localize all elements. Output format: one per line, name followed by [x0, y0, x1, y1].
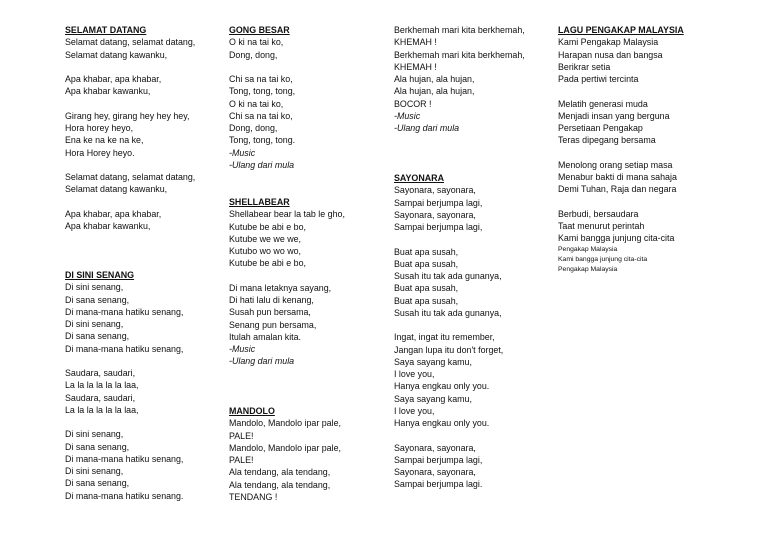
- lyric-line: [394, 429, 503, 441]
- lyric-line: Berikrar setia: [558, 61, 611, 72]
- lyric-line: [65, 159, 195, 171]
- lyric-line: KHEMAH !: [394, 37, 437, 48]
- lyric-line: [65, 196, 195, 208]
- lyric-line: Kami Pengakap Malaysia: [558, 37, 659, 48]
- lyric-line: Ala tendang, ala tendang,: [229, 467, 331, 478]
- lyric-line: PALE!: [229, 430, 254, 441]
- lyric-line: [394, 319, 503, 331]
- lyric-line: Ala hujan, ala hujan,: [394, 86, 475, 97]
- song-title: SHELLABEAR: [229, 197, 290, 207]
- lyric-line: Apa khabar, apa khabar,: [65, 208, 162, 219]
- lyric-line: Demi Tuhan, Raja dan negara: [558, 184, 677, 195]
- lyric-line: Sampai berjumpa lagi.: [394, 479, 483, 490]
- lyric-line: Ala hujan, ala hujan,: [394, 74, 475, 84]
- lyric-line-small: Pengakap Malaysia: [558, 265, 618, 273]
- repeat-note: -Ulang dari mula: [394, 123, 460, 133]
- lyric-line: Sampai berjumpa lagi,: [394, 197, 483, 208]
- lyric-line: Menjadi insan yang berguna: [558, 110, 670, 121]
- lyric-line: Sayonara, sayonara,: [394, 185, 476, 196]
- lyric-line: Kutube be abi e bo,: [229, 221, 306, 232]
- lyric-line: Selamat datang, selamat datang,: [65, 37, 196, 48]
- lyric-line: Di sini senang,: [65, 466, 124, 476]
- lyric-line: Dong, dong,: [229, 49, 278, 60]
- lyric-line: Susah itu tak ada gunanya,: [394, 307, 502, 318]
- lyric-line: [65, 61, 195, 73]
- song-lines: [394, 24, 525, 134]
- lyric-line: Itulah amalan kita.: [229, 331, 302, 342]
- lyric-line: Susah itu tak ada gunanya,: [394, 271, 502, 281]
- lyric-line: [394, 233, 503, 245]
- lyric-line: Shellabear bear la tab le gho,: [229, 209, 345, 220]
- song-di-sini-senang: [65, 269, 183, 502]
- lyric-line: [65, 98, 195, 110]
- lyric-line: Di sana senang,: [65, 441, 130, 452]
- lyric-line: Di mana letaknya sayang,: [229, 282, 332, 293]
- lyric-line: BOCOR !: [394, 98, 432, 109]
- lyric-line: Tong, tong, tong.: [229, 135, 296, 146]
- lyric-line: KHEMAH !: [394, 61, 437, 72]
- lyric-line: Di sini senang,: [65, 429, 124, 440]
- lyric-line: [65, 355, 183, 367]
- lyric-line: Pada pertiwi tercinta: [558, 74, 639, 84]
- music-note: -Music: [229, 147, 256, 158]
- lyric-line: [229, 270, 345, 282]
- lyric-line: Saudara, saudari,: [65, 392, 136, 403]
- music-note: -Music: [394, 110, 421, 121]
- lyric-line: Senang pun bersama,: [229, 319, 317, 330]
- song-selamat-datang: [65, 24, 195, 232]
- lyric-line: Hora horey heyo,: [65, 123, 134, 133]
- lyric-line: I love you,: [394, 405, 435, 416]
- song-title: LAGU PENGAKAP MALAYSIA: [558, 25, 684, 35]
- lyric-line: Jangan lupa itu don't forget,: [394, 344, 504, 355]
- lyric-line: Di mana-mana hatiku senang,: [65, 306, 184, 317]
- song-title: MANDOLO: [229, 406, 275, 416]
- lyric-line: Saudara, saudari,: [65, 368, 136, 378]
- lyric-line: Di sana senang,: [65, 294, 130, 305]
- lyric-line: I love you,: [394, 369, 435, 379]
- lyric-line-small: Pengakap Malaysia: [558, 245, 618, 253]
- lyric-line: Di mana-mana hatiku senang,: [65, 453, 184, 464]
- lyric-line: Apa khabar kawanku,: [65, 221, 151, 231]
- lyric-line: Buat apa susah,: [394, 283, 459, 294]
- lyric-line-small: Kami bangga junjung cita-cita: [558, 255, 648, 263]
- lyric-line: Persetiaan Pengakap: [558, 123, 643, 133]
- lyric-line: [229, 61, 295, 73]
- lyric-line: [558, 196, 684, 208]
- lyric-line: Berkhemah mari kita berkhemah,: [394, 49, 525, 60]
- song-title: SAYONARA: [394, 173, 444, 183]
- song-gong-besar: [229, 24, 295, 171]
- lyric-line: Selamat datang kawanku,: [65, 184, 168, 195]
- lyric-line: Harapan nusa dan bangsa: [558, 49, 663, 60]
- song-lines: [229, 417, 341, 503]
- lyric-line: Selamat datang kawanku,: [65, 49, 168, 60]
- lyric-line: [558, 147, 684, 159]
- lyric-line: Di hati lalu di kenang,: [229, 295, 314, 305]
- song-lines: [394, 184, 503, 490]
- lyric-line: Sampai berjumpa lagi,: [394, 454, 483, 465]
- lyric-line: Di mana-mana hatiku senang,: [65, 343, 184, 354]
- lyric-line: Melatih generasi muda: [558, 98, 648, 109]
- lyric-line: Kami bangga junjung cita-cita: [558, 233, 675, 244]
- song-title: GONG BESAR: [229, 25, 290, 35]
- lyric-line: Sayonara, sayonara,: [394, 209, 476, 220]
- lyric-line: Apa khabar kawanku,: [65, 86, 151, 97]
- lyric-line: Di sini senang,: [65, 282, 124, 293]
- lyric-line: Hanya engkau only you.: [394, 381, 490, 392]
- repeat-note: -Ulang dari mula: [229, 159, 295, 170]
- lyric-line: Ala tendang, ala tendang,: [229, 479, 331, 490]
- lyric-line: Berkhemah mari kita berkhemah,: [394, 25, 525, 35]
- lyric-line: Menolong orang setiap masa: [558, 159, 673, 170]
- song-lines: [65, 281, 183, 502]
- lyric-line: Sampai berjumpa lagi,: [394, 222, 483, 232]
- lyric-line: Menabur bakti di mana sahaja: [558, 172, 677, 182]
- song-lines: [229, 208, 345, 367]
- lyric-line: Kutube we we we,: [229, 233, 302, 244]
- lyric-line: O ki na tai ko,: [229, 37, 284, 48]
- lyric-line: Mandolo, Mandolo ipar pale,: [229, 418, 341, 429]
- lyric-line: [558, 85, 684, 97]
- lyric-line: Ena ke na ke na ke,: [65, 135, 144, 146]
- lyric-line: Girang hey, girang hey hey hey,: [65, 110, 190, 121]
- lyric-line: Saya sayang kamu,: [394, 356, 472, 367]
- song-title: DI SINI SENANG: [65, 270, 135, 280]
- song-lines: [229, 36, 295, 171]
- lyric-line: TENDANG !: [229, 491, 278, 502]
- lyric-line: Di sini senang,: [65, 319, 124, 329]
- lyric-line: Buat apa susah,: [394, 295, 459, 306]
- lyric-line: PALE!: [229, 455, 254, 465]
- lyric-line: Chi sa na tai ko,: [229, 110, 293, 121]
- lyric-line: [65, 416, 183, 428]
- lyric-line: Selamat datang, selamat datang,: [65, 172, 196, 182]
- lyric-line: Dong, dong,: [229, 123, 278, 133]
- lyric-line: Chi sa na tai ko,: [229, 74, 293, 84]
- song-mandolo: [229, 405, 341, 503]
- song-berkhemah: [394, 24, 525, 134]
- song-lines: [558, 36, 684, 274]
- lyric-line: Teras dipegang bersama: [558, 135, 656, 146]
- lyric-line: Hora Horey heyo.: [65, 147, 135, 158]
- lyric-line: Kutube be abi e bo,: [229, 258, 306, 269]
- music-note: -Music: [229, 344, 256, 354]
- repeat-note: -Ulang dari mula: [229, 356, 295, 367]
- lyric-line: Hanya engkau only you.: [394, 418, 490, 428]
- lyric-line: La la la la la la laa,: [65, 404, 139, 415]
- lyric-line: Kutubo wo wo wo,: [229, 246, 302, 256]
- song-lines: [65, 36, 195, 232]
- lyric-line: La la la la la la laa,: [65, 380, 139, 391]
- lyric-line: Tong, tong, tong,: [229, 86, 296, 97]
- lyric-line: Sayonara, sayonara,: [394, 442, 476, 453]
- song-lagu-pengakap-malaysia: [558, 24, 684, 275]
- lyric-line: Di mana-mana hatiku senang.: [65, 490, 184, 501]
- lyric-line: Buat apa susah,: [394, 246, 459, 257]
- lyric-line: Mandolo, Mandolo ipar pale,: [229, 442, 341, 453]
- lyric-line: Susah pun bersama,: [229, 307, 311, 318]
- lyric-line: Berbudi, bersaudara: [558, 208, 639, 219]
- lyric-line: Saya sayang kamu,: [394, 393, 472, 404]
- lyric-line: Taat menurut perintah: [558, 221, 645, 231]
- lyric-line: O ki na tai ko,: [229, 98, 284, 109]
- lyric-line: Apa khabar, apa khabar,: [65, 74, 162, 84]
- song-shellabear: [229, 196, 345, 368]
- lyric-line: Di sana senang,: [65, 478, 130, 489]
- lyric-line: Sayonara, sayonara,: [394, 467, 476, 477]
- lyric-line: Di sana senang,: [65, 331, 130, 342]
- lyric-line: Buat apa susah,: [394, 258, 459, 269]
- song-sayonara: [394, 172, 503, 491]
- lyric-line: Ingat, ingat itu remember,: [394, 332, 495, 343]
- song-title: SELAMAT DATANG: [65, 25, 147, 35]
